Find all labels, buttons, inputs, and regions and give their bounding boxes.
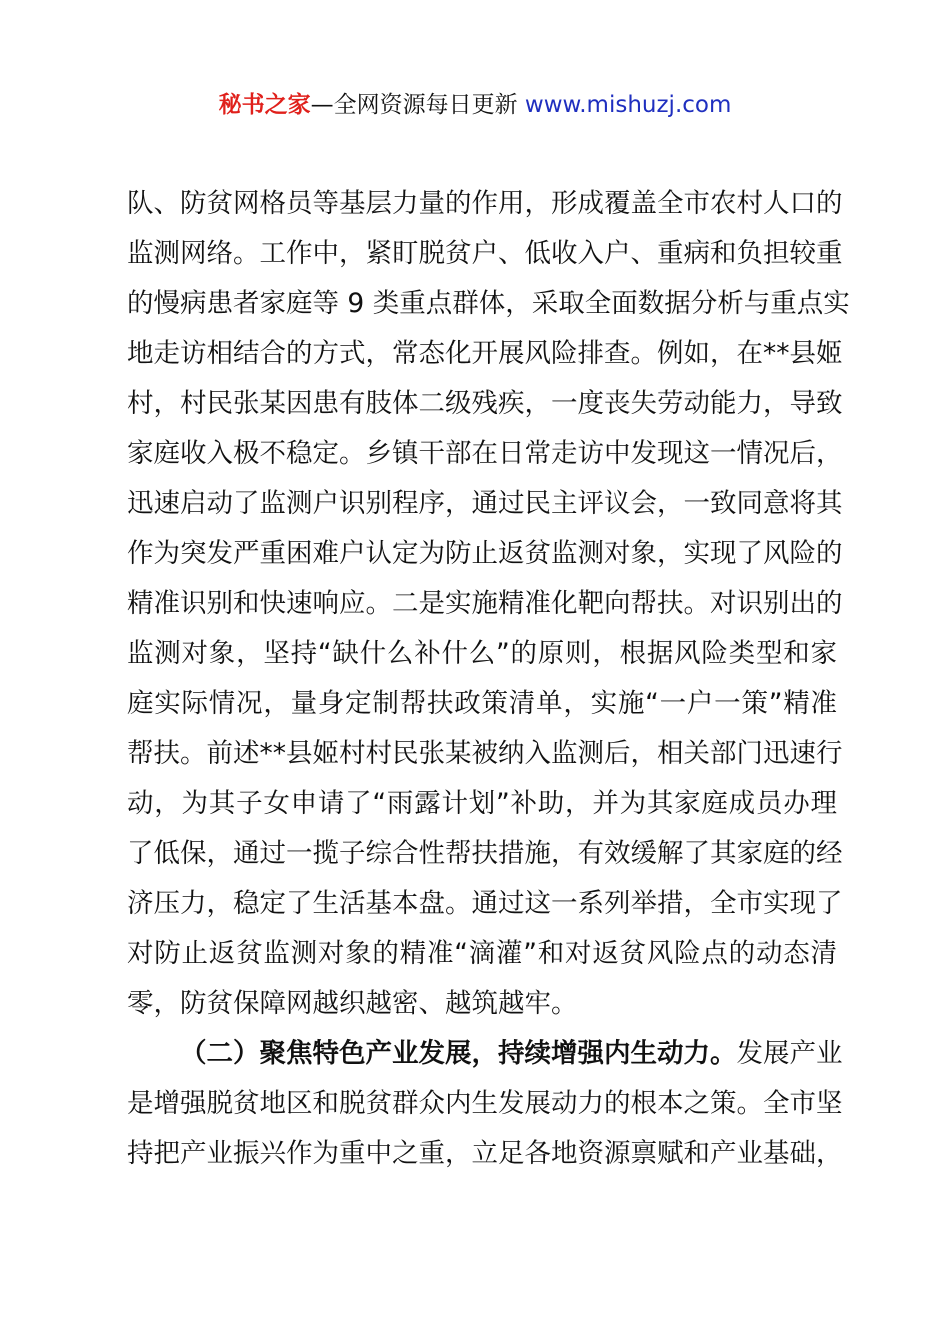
document-body [127, 183, 850, 1183]
section-line: 是增强脱贫地区和脱贫群众内生发展动力的根本之策。全市坚 [127, 1088, 843, 1119]
body-line: 了低保，通过一揽子综合性帮扶措施，有效缓解了其家庭的经 [127, 838, 843, 869]
body-line: 动，为其子女申请了“雨露计划”补助，并为其家庭成员办理 [127, 788, 837, 819]
header-tagline: —全网资源每日更新 [310, 92, 525, 118]
body-line: 队、防贫网格员等基层力量的作用，形成覆盖全市农村人口的 [127, 188, 843, 219]
page-header [0, 88, 950, 122]
body-line: 济压力，稳定了生活基本盘。通过这一系列举措，全市实现了 [127, 888, 843, 919]
body-line: 作为突发严重困难户认定为防止返贫监测对象，实现了风险的 [127, 538, 843, 569]
body-line: 监测网络。工作中，紧盯脱贫户、低收入户、重病和负担较重 [127, 238, 843, 269]
section-line: 持把产业振兴作为重中之重，立足各地资源禀赋和产业基础， [127, 1138, 843, 1169]
body-line: 对防止返贫监测对象的精准“滴灌”和对返贫风险点的动态清 [127, 938, 837, 969]
body-line: 的慢病患者家庭等 9 类重点群体，采取全面数据分析与重点实 [127, 288, 850, 319]
body-line: 地走访相结合的方式，常态化开展风险排查。例如，在**县姬 [127, 338, 843, 369]
body-line: 监测对象，坚持“缺什么补什么”的原则，根据风险类型和家 [127, 638, 837, 669]
body-line: 帮扶。前述**县姬村村民张某被纳入监测后，相关部门迅速行 [127, 738, 843, 769]
section-heading: （二）聚焦特色产业发展，持续增强内生动力。 [180, 1038, 737, 1069]
site-url-link[interactable]: www.mishuzj.com [524, 92, 732, 118]
body-line: 零，防贫保障网越织越密、越筑越牢。 [127, 988, 578, 1019]
body-line: 庭实际情况，量身定制帮扶政策清单，实施“一户一策”精准 [127, 688, 837, 719]
body-line: 村，村民张某因患有肢体二级残疾，一度丧失劳动能力，导致 [127, 388, 843, 419]
brand-name: 秘书之家 [218, 92, 311, 118]
body-line: 迅速启动了监测户识别程序，通过民主评议会，一致同意将其 [127, 488, 843, 519]
section-heading-line [127, 1033, 843, 1083]
section-heading-rest: 发展产业 [736, 1038, 843, 1069]
body-line: 精准识别和快速响应。二是实施精准化靶向帮扶。对识别出的 [127, 588, 843, 619]
body-line: 家庭收入极不稳定。乡镇干部在日常走访中发现这一情况后， [127, 438, 843, 469]
